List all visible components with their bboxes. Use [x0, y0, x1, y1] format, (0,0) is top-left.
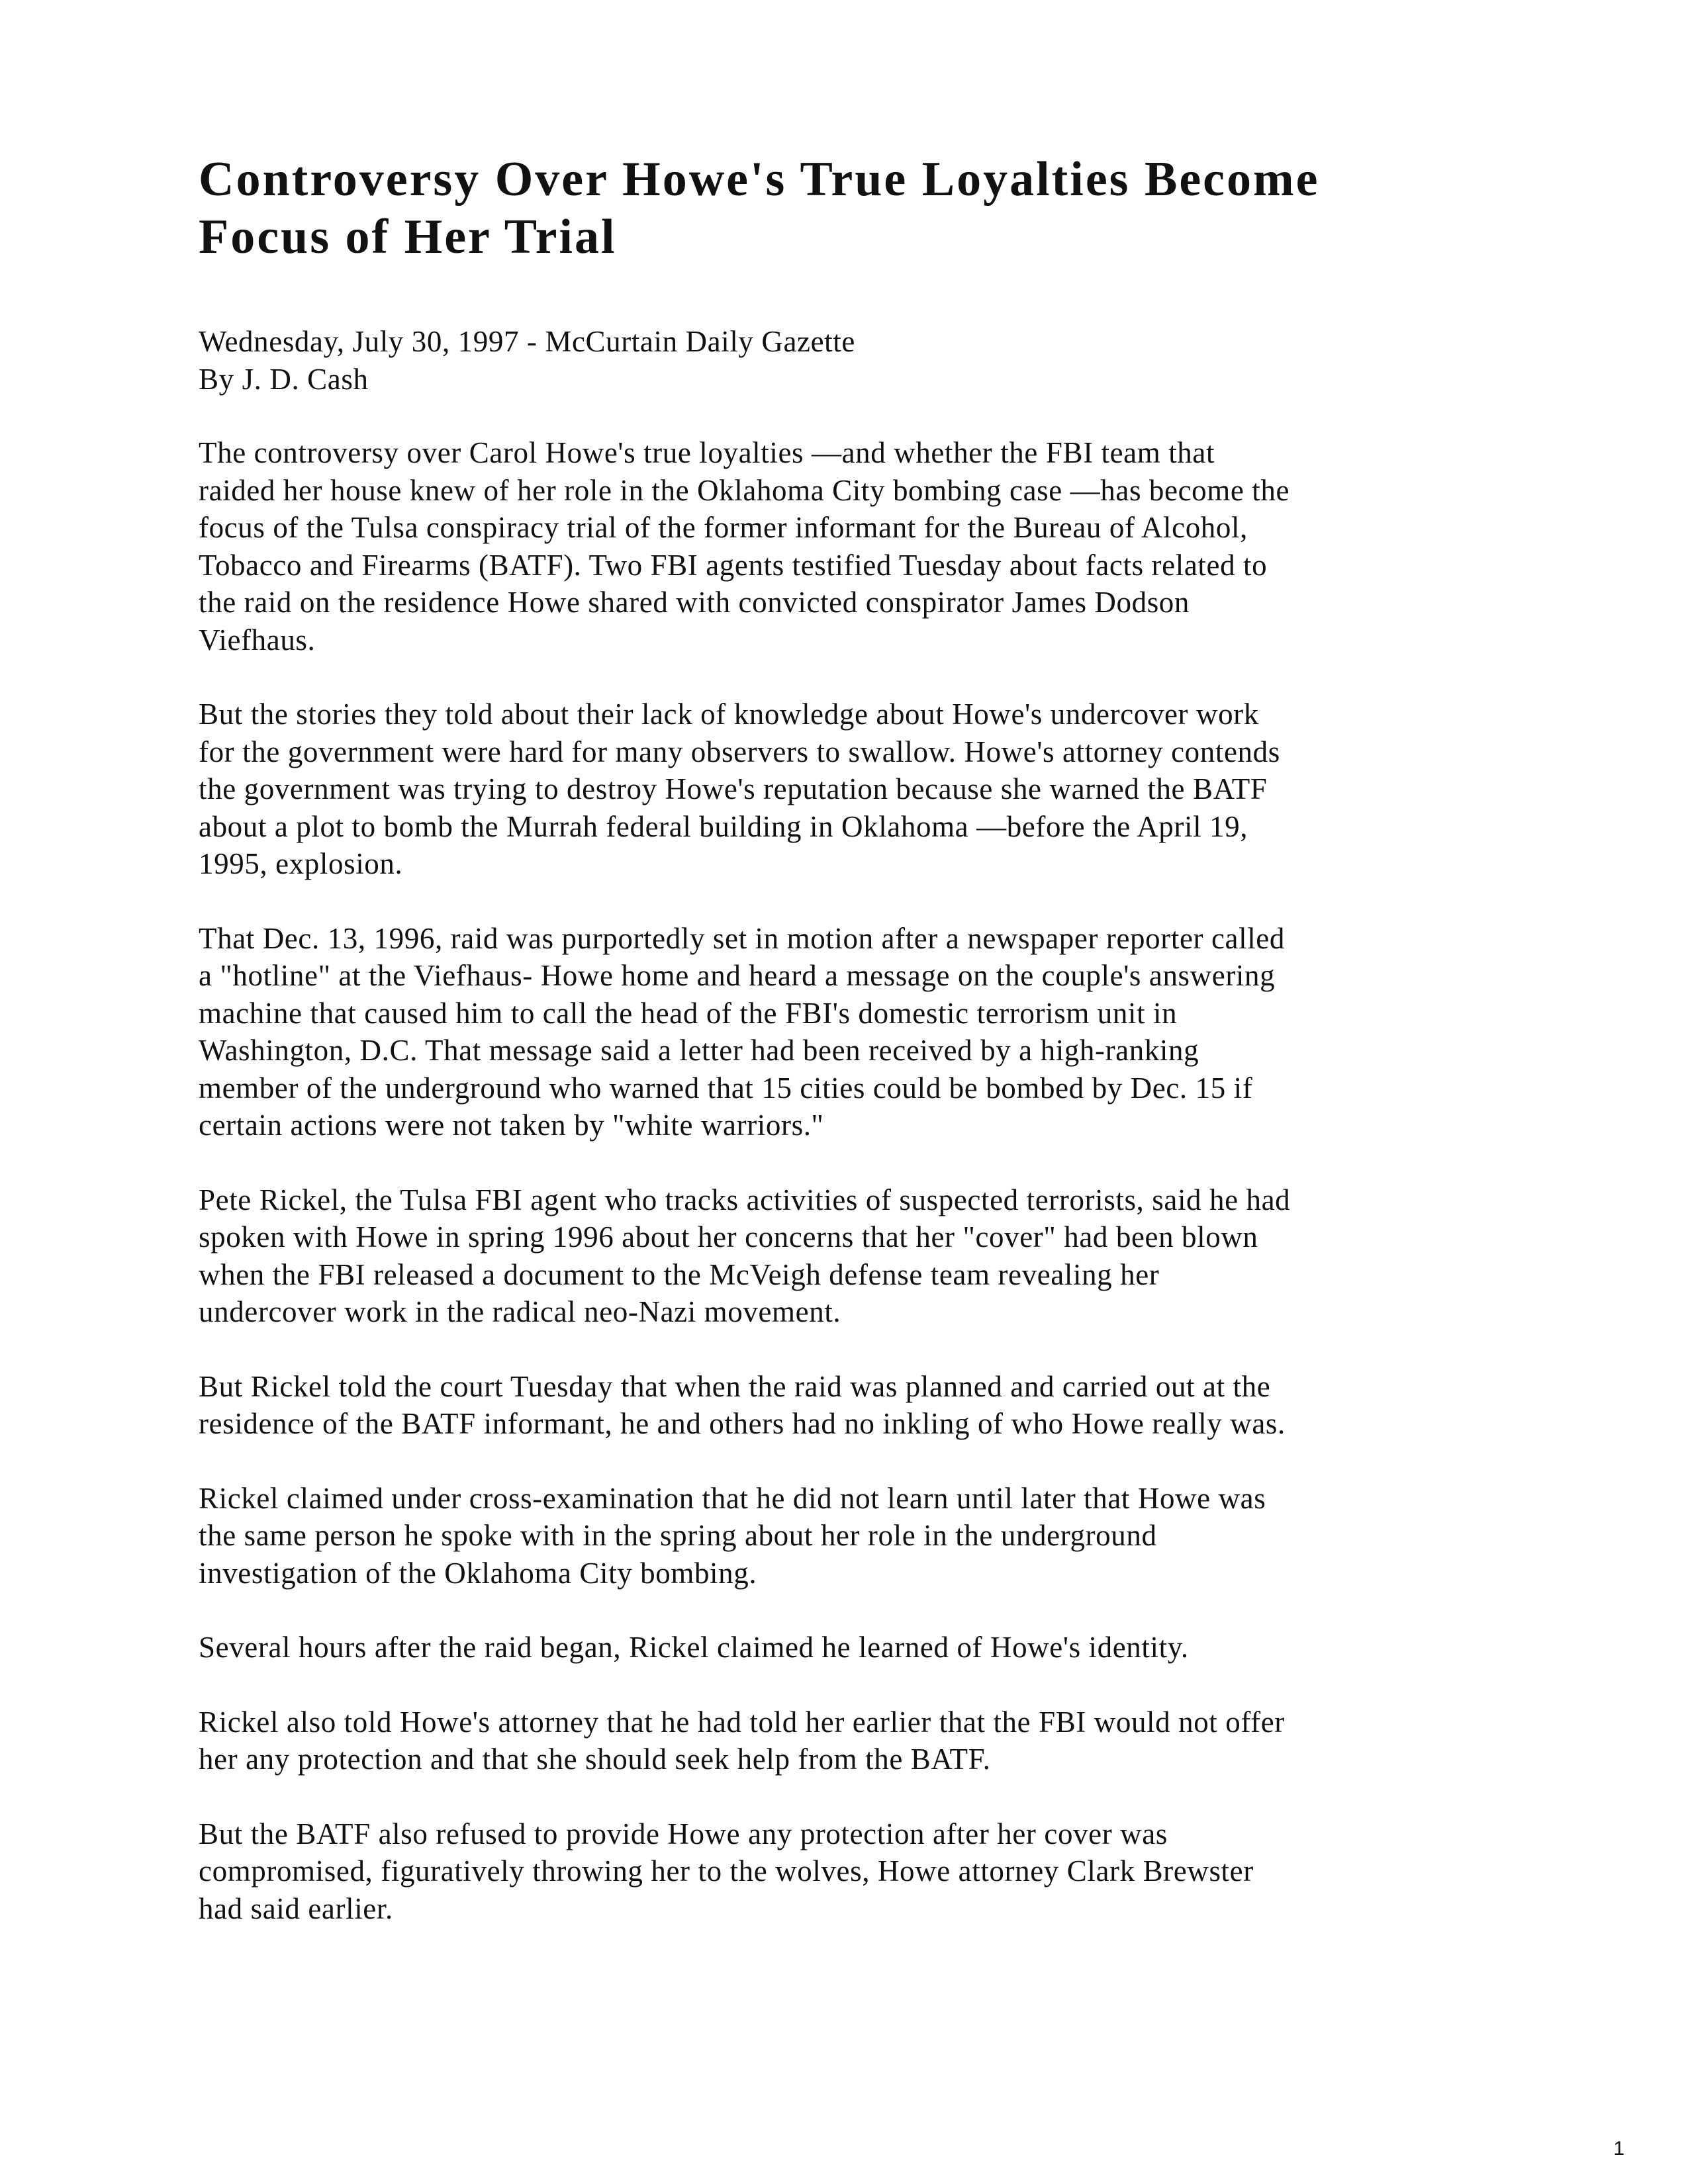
page-number: 1 — [1613, 2138, 1624, 2160]
title-line: Controversy Over Howe's True Loyalties Become — [199, 152, 1320, 206]
paragraph-line: compromised, figuratively throwing her to the wolves, Howe attorney Clark Brewster — [199, 1854, 1254, 1888]
paragraph-line: had said earlier. — [199, 1891, 393, 1925]
paragraph-line: But the BATF also refused to provide Howe any protection after her cover was — [199, 1817, 1168, 1850]
article-paragraph — [199, 1368, 1509, 1443]
paragraph-line: undercover work in the radical neo-Nazi movement. — [199, 1295, 841, 1328]
paragraph-line: when the FBI released a document to the McVeigh defense team revealing her — [199, 1257, 1160, 1291]
document-page — [199, 151, 1509, 1964]
paragraph-line: machine that caused him to call the head of the FBI's domestic terrorism unit in — [199, 996, 1178, 1030]
paragraph-line: about a plot to bomb the Murrah federal building in Oklahoma —before the April 19, — [199, 809, 1248, 843]
paragraph-line: focus of the Tulsa conspiracy trial of the former informant for the Bureau of Alcohol, — [199, 511, 1248, 544]
paragraph-line: Tobacco and Firearms (BATF). Two FBI agents testified Tuesday about facts related to — [199, 548, 1268, 582]
article-paragraph — [199, 1704, 1509, 1778]
article-paragraph — [199, 920, 1509, 1144]
dateline: Wednesday, July 30, 1997 - McCurtain Daily Gazette — [199, 325, 855, 358]
paragraph-line: raided her house knew of her role in the Oklahoma City bombing case —has become the — [199, 473, 1290, 507]
paragraph-line: spoken with Howe in spring 1996 about her concerns that her "cover" had been blown — [199, 1220, 1258, 1253]
paragraph-line: Several hours after the raid began, Rickel claimed he learned of Howe's identity. — [199, 1631, 1189, 1664]
paragraph-line: investigation of the Oklahoma City bombing. — [199, 1556, 757, 1590]
paragraph-line: member of the underground who warned that 15 cities could be bombed by Dec. 15 if — [199, 1071, 1253, 1105]
paragraph-line: Rickel claimed under cross-examination that he did not learn until later that Howe was — [199, 1481, 1266, 1515]
paragraph-line: Rickel also told Howe's attorney that he had told her earlier that the FBI would not offer — [199, 1705, 1285, 1739]
title-line: Focus of Her Trial — [199, 210, 617, 264]
paragraph-line: 1995, explosion. — [199, 847, 403, 880]
paragraph-line: a "hotline" at the Viefhaus- Howe home and heard a message on the couple's answering — [199, 959, 1276, 992]
paragraph-line: the raid on the residence Howe shared with convicted conspirator James Dodson — [199, 586, 1190, 619]
article-paragraph — [199, 1629, 1509, 1666]
paragraph-line: That Dec. 13, 1996, raid was purportedly set in motion after a newspaper reporter called — [199, 921, 1285, 955]
paragraph-line: certain actions were not taken by "white warriors." — [199, 1109, 824, 1142]
article-meta — [199, 323, 1509, 398]
article-body — [199, 434, 1509, 1927]
article-paragraph — [199, 1181, 1509, 1331]
paragraph-line: for the government were hard for many observers to swallow. Howe's attorney contends — [199, 735, 1280, 768]
paragraph-line: the same person he spoke with in the spring about her role in the underground — [199, 1519, 1157, 1552]
article-paragraph — [199, 696, 1509, 883]
byline: By J. D. Cash — [199, 363, 369, 396]
article-title — [199, 151, 1509, 266]
paragraph-line: the government was trying to destroy Howe's reputation because she warned the BATF — [199, 772, 1268, 805]
paragraph-line: her any protection and that she should seek help from the BATF. — [199, 1743, 991, 1776]
paragraph-line: Pete Rickel, the Tulsa FBI agent who tracks activities of suspected terrorists, said he had — [199, 1183, 1291, 1216]
article-paragraph — [199, 1815, 1509, 1928]
paragraph-line: But Rickel told the court Tuesday that when the raid was planned and carried out at the — [199, 1369, 1271, 1403]
article-paragraph — [199, 434, 1509, 659]
paragraph-line: But the stories they told about their lack of knowledge about Howe's undercover work — [199, 698, 1259, 731]
paragraph-line: The controversy over Carol Howe's true loyalties —and whether the FBI team that — [199, 436, 1215, 469]
paragraph-line: Viefhaus. — [199, 623, 316, 657]
article-paragraph — [199, 1480, 1509, 1592]
paragraph-line: residence of the BATF informant, he and others had no inkling of who Howe really was. — [199, 1407, 1286, 1440]
paragraph-line: Washington, D.C. That message said a letter had been received by a high-ranking — [199, 1034, 1199, 1067]
